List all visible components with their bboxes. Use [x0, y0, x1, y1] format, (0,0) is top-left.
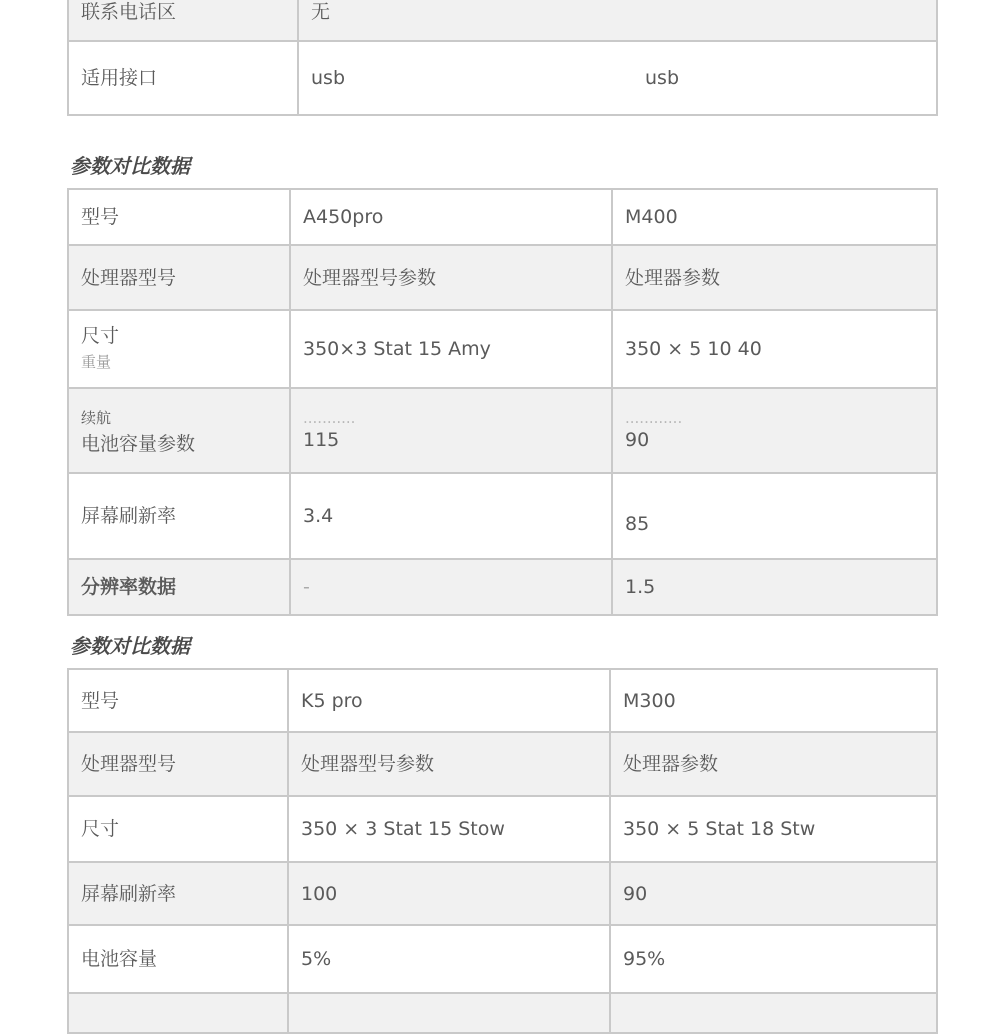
- row-value: 无: [298, 0, 937, 41]
- row-value: 1.5: [612, 559, 937, 615]
- row-value: 5%: [288, 925, 610, 993]
- row-value: 90: [610, 862, 937, 925]
- table-row: [68, 473, 937, 559]
- row-value: 处理器型号参数: [288, 732, 610, 796]
- row-label: 型号: [68, 189, 290, 245]
- row-value-faint: ............: [625, 408, 683, 427]
- row-value: M400: [612, 189, 937, 245]
- section-b-title: 参数对比数据: [70, 634, 190, 658]
- row-value: 115: [303, 428, 340, 451]
- table-row: [68, 310, 937, 388]
- row-label: 电池容量: [68, 925, 288, 993]
- table-row: [68, 669, 937, 732]
- row-value: 处理器参数: [612, 245, 937, 310]
- row-label: 处理器型号: [68, 732, 288, 796]
- table-row: [68, 189, 937, 245]
- row-label: 屏幕刷新率: [68, 862, 288, 925]
- row-label: 适用接口: [68, 41, 298, 115]
- row-label: 型号: [68, 669, 288, 732]
- row-value: 350 × 3 Stat 15 Stow: [288, 796, 610, 862]
- row-sublabel: 重量: [81, 353, 112, 371]
- row-label: 处理器型号: [68, 245, 290, 310]
- row-value: 95%: [610, 925, 937, 993]
- row-value: 处理器型号参数: [290, 245, 612, 310]
- row-value: 3.4: [290, 473, 612, 559]
- table-row: [68, 245, 937, 310]
- row-value: A450pro: [290, 189, 612, 245]
- row-value: usb: [298, 41, 633, 115]
- row-empty: [288, 993, 610, 1033]
- top-table: [67, 0, 938, 116]
- row-value: 350×3 Stat 15 Amy: [290, 310, 612, 388]
- row-sublabel: 电池容量参数: [81, 432, 196, 455]
- row-label: 尺寸: [81, 325, 120, 347]
- section-b-table: [67, 668, 938, 1034]
- row-label-cell: [68, 388, 290, 473]
- table-row: [68, 732, 937, 796]
- row-label: 联系电话区: [68, 0, 298, 41]
- row-label: 分辨率数据: [68, 559, 290, 615]
- table-row: [68, 388, 937, 473]
- table-row: [68, 862, 937, 925]
- row-value: usb: [633, 41, 937, 115]
- table-row: [68, 559, 937, 615]
- row-value: -: [290, 559, 612, 615]
- row-value: 350 × 5 10 40: [612, 310, 937, 388]
- table-row: [68, 41, 937, 115]
- section-a-title: 参数对比数据: [70, 154, 190, 178]
- row-value: K5 pro: [288, 669, 610, 732]
- row-empty: [68, 993, 288, 1033]
- row-label-cell: [68, 310, 290, 388]
- row-value-cell: [290, 388, 612, 473]
- row-label: 屏幕刷新率: [68, 473, 290, 559]
- row-label: 续航: [81, 408, 112, 427]
- row-value: M300: [610, 669, 937, 732]
- row-label: 尺寸: [68, 796, 288, 862]
- row-value: 350 × 5 Stat 18 Stw: [610, 796, 937, 862]
- table-row: [68, 993, 937, 1033]
- section-a-table: [67, 188, 938, 616]
- row-value-cell: [612, 388, 937, 473]
- row-value: 处理器参数: [610, 732, 937, 796]
- row-value: 85: [612, 473, 937, 559]
- row-value: 100: [288, 862, 610, 925]
- table-row: [68, 0, 937, 41]
- row-empty: [610, 993, 937, 1033]
- table-row: [68, 796, 937, 862]
- row-value-faint: ...........: [303, 408, 356, 427]
- row-value: 90: [625, 428, 650, 451]
- table-row: [68, 925, 937, 993]
